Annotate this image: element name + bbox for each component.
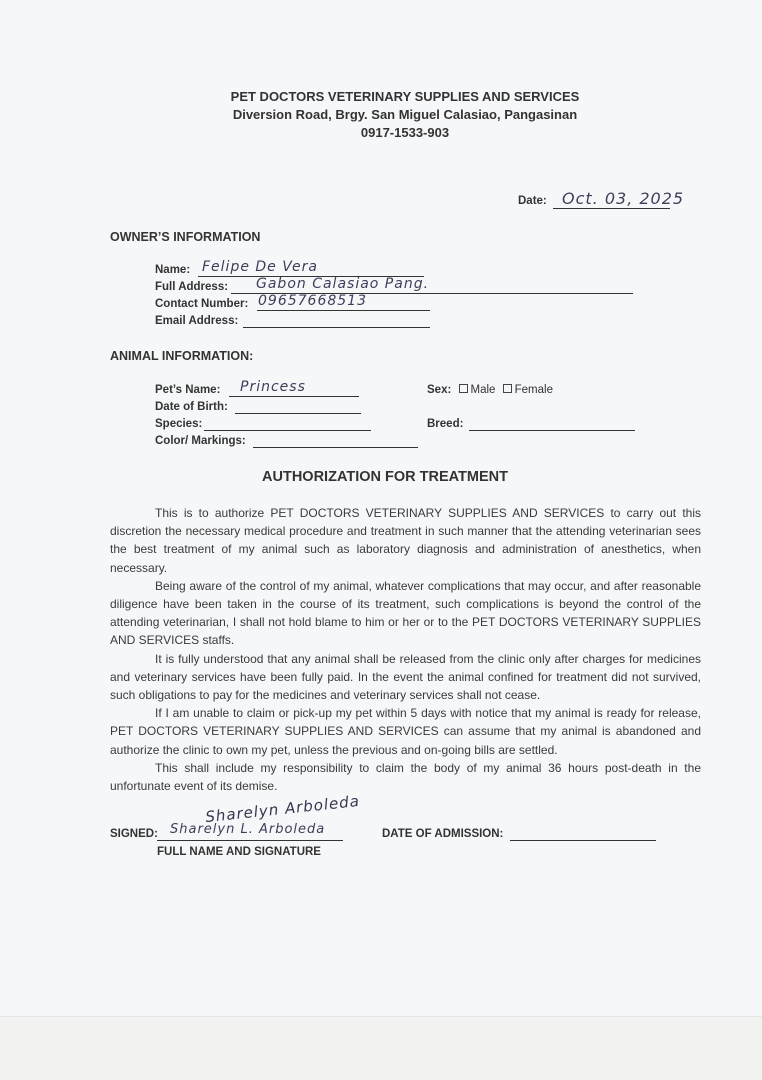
- signature-caption: FULL NAME AND SIGNATURE: [157, 846, 321, 858]
- business-name: PET DOCTORS VETERINARY SUPPLIES AND SERVICES: [230, 89, 580, 104]
- authorization-body: [110, 504, 701, 795]
- authorization-paragraph: Being aware of the control of my animal, whatever complications that may occur, and after reasonable diligence have been taken in the course of its treatment, such complications is beyond the control of the attending veterinarian, I shall not hold blame to him or her or to the PET DOCTORS VETERINARY SUPPLIES AND SERVICES staffs.: [110, 578, 701, 648]
- admission-date-line: [510, 840, 656, 841]
- dob-line: [235, 413, 361, 414]
- authorization-paragraph: It is fully understood that any animal shall be released from the clinic only after charges for medicines and veterinary services have been fully paid. In the event the animal confined for treatment did not survived, such obligations to pay for the medicines and veterinary services shall not cease.: [110, 651, 701, 703]
- species-line: [204, 430, 371, 431]
- sex-male-checkbox[interactable]: [459, 384, 468, 393]
- pet-name-line: [229, 396, 359, 397]
- breed-label: Breed:: [427, 418, 464, 430]
- authorization-paragraph: This is to authorize PET DOCTORS VETERINARY SUPPLIES AND SERVICES to carry out this discretion the necessary medical procedure and treatment in such manner that the attending veterinarian sees the best treatment of my animal such as laboratory diagnosis and administration of anesthetics, when necessary.: [110, 506, 701, 575]
- color-markings-line: [253, 447, 418, 448]
- owner-email-label: Email Address:: [155, 315, 239, 327]
- owner-email-line: [243, 327, 430, 328]
- authorization-title: AUTHORIZATION FOR TREATMENT: [262, 469, 508, 485]
- color-markings-label: Color/ Markings:: [155, 435, 246, 447]
- pet-name-field[interactable]: Princess: [240, 379, 306, 395]
- pet-name-label: Pet’s Name:: [155, 384, 221, 396]
- owner-name-field[interactable]: Felipe De Vera: [202, 259, 318, 275]
- date-label: Date:: [518, 195, 547, 207]
- sex-female-option: Female: [514, 384, 553, 396]
- owner-contact-label: Contact Number:: [155, 298, 249, 310]
- business-address: Diversion Road, Brgy. San Miguel Calasiao, Pangasinan: [232, 107, 578, 122]
- owner-address-label: Full Address:: [155, 281, 229, 293]
- date-field[interactable]: Oct. 03, 2025: [562, 189, 685, 208]
- authorization-paragraph: This shall include my responsibility to claim the body of my animal 36 hours post-death in the unfortunate event of its demise.: [110, 760, 701, 794]
- sex-group: [427, 384, 553, 396]
- owner-address-field[interactable]: Gabon Calasiao Pang.: [256, 276, 430, 292]
- signed-label: SIGNED:: [110, 828, 158, 840]
- sex-male-option: Male: [470, 384, 496, 396]
- sex-label: Sex:: [427, 384, 452, 396]
- species-label: Species:: [155, 418, 203, 430]
- owner-name-label: Name:: [155, 264, 191, 276]
- scanner-bed-margin: [0, 1017, 762, 1080]
- owner-section-title: OWNER’S INFORMATION: [110, 230, 261, 244]
- admission-date-label: DATE OF ADMISSION:: [382, 828, 504, 840]
- signature-line: [157, 840, 343, 841]
- owner-contact-line: [257, 310, 430, 311]
- signature-printed-name[interactable]: Sharelyn L. Arboleda: [170, 822, 326, 837]
- date-line: [553, 208, 670, 209]
- business-phone: 0917-1533-903: [360, 125, 450, 140]
- animal-section-title: ANIMAL INFORMATION:: [110, 349, 254, 363]
- sex-female-checkbox[interactable]: [503, 384, 512, 393]
- breed-line: [469, 430, 635, 431]
- authorization-paragraph: If I am unable to claim or pick-up my pet within 5 days with notice that my animal is ready for release, PET DOCTORS VETERINARY SUPPLIES AND SERVICES can assume that my animal is abandoned and authorize the clinic to own my pet, unless the previous and on-going bills are settled.: [110, 706, 701, 757]
- signature-scrawl: Sharelyn Arboleda: [204, 791, 361, 827]
- dob-label: Date of Birth:: [155, 401, 228, 413]
- owner-contact-field[interactable]: 09657668513: [258, 293, 367, 309]
